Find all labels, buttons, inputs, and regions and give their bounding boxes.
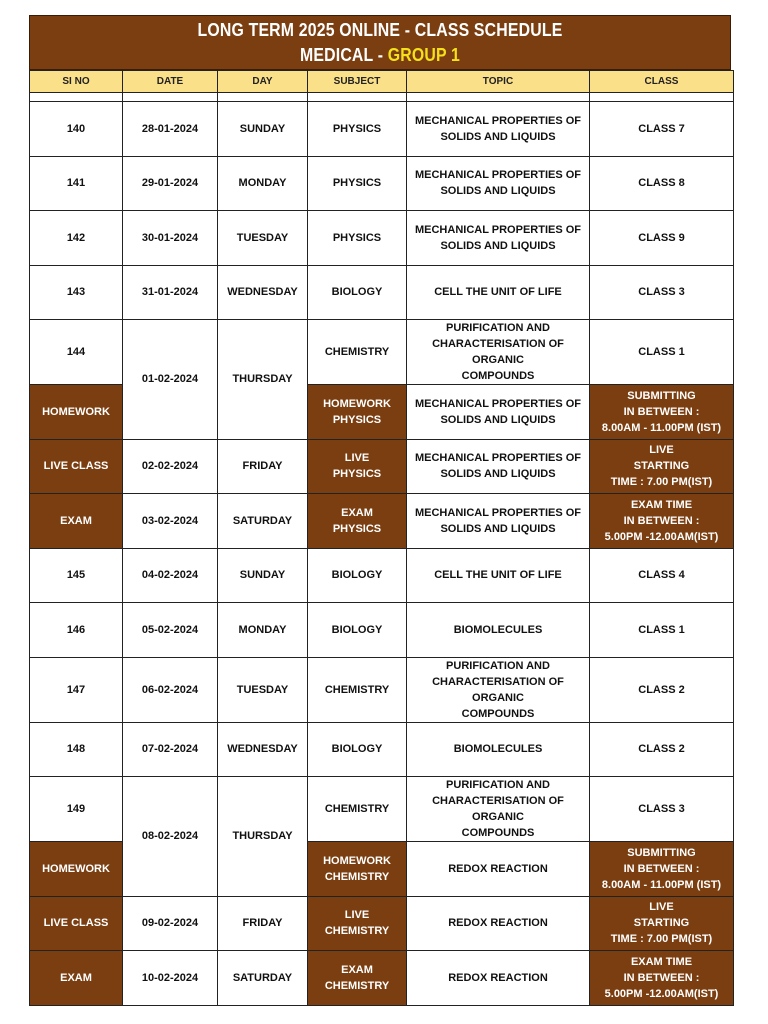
cell-topic-text: MECHANICAL PROPERTIES OF xyxy=(414,397,582,410)
cell-class-text: CLASS 3 xyxy=(638,286,685,299)
cell-subject-text: PHYSICS xyxy=(332,522,382,535)
cell-day-text: THURSDAY xyxy=(232,373,293,386)
cell-subject-text: EXAM xyxy=(341,963,373,976)
cell-class xyxy=(590,320,734,385)
cell-si-no-text: HOMEWORK xyxy=(42,862,110,875)
cell-subject-text: CHEMISTRY xyxy=(324,870,390,883)
cell-class-text: TIME : 7.00 PM(IST) xyxy=(610,476,713,489)
cell-day-text: MONDAY xyxy=(238,177,287,190)
cell-day xyxy=(218,102,308,157)
table-row xyxy=(30,777,734,842)
cell-class xyxy=(590,548,734,603)
cell-si-no xyxy=(30,548,123,603)
col-day: DAY xyxy=(218,71,308,93)
special-row xyxy=(30,439,734,494)
cell-topic xyxy=(407,777,590,842)
cell-si-no-text: 140 xyxy=(66,122,86,135)
cell-topic-text: PURIFICATION AND xyxy=(446,659,550,672)
col-subject: SUBJECT xyxy=(308,71,407,93)
cell-class-text: CLASS 8 xyxy=(638,177,685,190)
cell-day xyxy=(218,265,308,320)
cell-day-text: MONDAY xyxy=(238,623,287,636)
cell-day-text: TUESDAY xyxy=(236,683,289,696)
cell-subject-text: PHYSICS xyxy=(332,177,382,190)
cell-day xyxy=(218,896,308,951)
cell-si-no xyxy=(30,265,123,320)
cell-day-text: SUNDAY xyxy=(239,569,286,582)
cell-si-no xyxy=(30,156,123,211)
schedule-title-block xyxy=(29,15,731,70)
cell-si-no xyxy=(30,896,123,951)
cell-subject xyxy=(308,722,407,777)
cell-date-text: 31-01-2024 xyxy=(141,286,199,299)
cell-date-text: 01-02-2024 xyxy=(141,373,199,386)
cell-class xyxy=(590,265,734,320)
cell-class-text: CLASS 9 xyxy=(638,231,685,244)
cell-class-text: SUBMITTING xyxy=(627,389,696,402)
cell-subject xyxy=(308,265,407,320)
cell-day-text: WEDNESDAY xyxy=(227,743,298,756)
cell-subject-text: EXAM xyxy=(341,506,373,519)
cell-class-text: CLASS 1 xyxy=(638,623,685,636)
cell-si-no-text: 144 xyxy=(66,346,86,358)
table-row xyxy=(30,211,734,266)
cell-subject xyxy=(308,777,407,842)
cell-si-no xyxy=(30,722,123,777)
cell-class xyxy=(590,603,734,658)
cell-day xyxy=(218,439,308,494)
cell-topic-text: COMPOUNDS xyxy=(461,370,535,382)
cell-class-text: IN BETWEEN : xyxy=(623,514,700,527)
cell-topic-text: PURIFICATION AND xyxy=(446,322,550,334)
cell-topic-text: CHARACTERISATION OF ORGANIC xyxy=(432,338,564,366)
cell-topic-text: CHARACTERISATION OF ORGANIC xyxy=(432,675,564,704)
cell-class-text: LIVE xyxy=(649,444,674,457)
cell-day xyxy=(218,156,308,211)
cell-date-text: 03-02-2024 xyxy=(141,514,199,527)
cell-si-no-text: 141 xyxy=(66,177,86,190)
cell-subject-text: LIVE xyxy=(344,452,370,465)
cell-date xyxy=(123,722,218,777)
cell-subject-text: BIOLOGY xyxy=(331,743,383,756)
cell-topic-text: MECHANICAL PROPERTIES OF xyxy=(414,114,582,127)
cell-subject xyxy=(308,842,407,897)
cell-subject xyxy=(308,156,407,211)
cell-class xyxy=(590,722,734,777)
cell-class xyxy=(590,494,734,549)
cell-date-text: 28-01-2024 xyxy=(141,122,199,135)
cell-date-text: 05-02-2024 xyxy=(141,623,199,636)
cell-class-text: CLASS 2 xyxy=(638,683,685,696)
cell-class xyxy=(590,156,734,211)
cell-date-text: 04-02-2024 xyxy=(141,569,199,582)
cell-subject-text: CHEMISTRY xyxy=(324,925,390,938)
cell-day-text: TUESDAY xyxy=(236,231,289,244)
cell-topic xyxy=(407,439,590,494)
cell-subject xyxy=(308,896,407,951)
cell-date xyxy=(123,657,218,722)
cell-date xyxy=(123,777,218,897)
cell-class-text: IN BETWEEN : xyxy=(623,405,700,418)
cell-day xyxy=(218,657,308,722)
cell-topic-text: SOLIDS AND LIQUIDS xyxy=(440,185,556,198)
cell-day-text: SATURDAY xyxy=(232,514,293,527)
cell-class-text: CLASS 7 xyxy=(638,122,685,135)
cell-class-text: 5.00PM -12.00AM(IST) xyxy=(604,987,719,1000)
cell-date-text: 09-02-2024 xyxy=(141,917,199,930)
cell-class-text: EXAM TIME xyxy=(630,955,693,968)
cell-subject-text: LIVE xyxy=(344,909,370,922)
cell-subject xyxy=(308,548,407,603)
cell-date-text: 07-02-2024 xyxy=(141,743,199,756)
table-row xyxy=(30,102,734,157)
cell-si-no-text: 149 xyxy=(66,803,86,815)
cell-topic-text: MECHANICAL PROPERTIES OF xyxy=(414,223,582,236)
table-row xyxy=(30,603,734,658)
cell-si-no-text: 146 xyxy=(66,623,86,636)
cell-day-text: SATURDAY xyxy=(232,971,293,984)
cell-class xyxy=(590,657,734,722)
cell-class xyxy=(590,211,734,266)
cell-si-no-text: HOMEWORK xyxy=(42,405,110,418)
cell-date-text: 30-01-2024 xyxy=(141,231,199,244)
column-header-row xyxy=(30,71,734,93)
cell-si-no xyxy=(30,439,123,494)
cell-si-no xyxy=(30,657,123,722)
cell-date xyxy=(123,548,218,603)
cell-si-no-text: LIVE CLASS xyxy=(43,460,109,473)
cell-si-no xyxy=(30,102,123,157)
cell-subject xyxy=(308,657,407,722)
cell-class-text: 8.00AM - 11.00PM (IST) xyxy=(601,878,722,891)
cell-class xyxy=(590,777,734,842)
cell-topic-text: SOLIDS AND LIQUIDS xyxy=(440,413,556,426)
cell-topic xyxy=(407,951,590,1006)
cell-topic xyxy=(407,896,590,951)
cell-class-text: STARTING xyxy=(633,917,690,930)
cell-si-no-text: 148 xyxy=(66,743,86,756)
cell-topic-text: SOLIDS AND LIQUIDS xyxy=(440,468,556,481)
special-row xyxy=(30,951,734,1006)
cell-subject-text: HOMEWORK xyxy=(323,854,391,867)
cell-class-text: SUBMITTING xyxy=(627,846,696,859)
schedule-subtitle xyxy=(72,43,688,68)
group-label: GROUP 1 xyxy=(387,44,460,65)
cell-topic-text: MECHANICAL PROPERTIES OF xyxy=(414,452,582,465)
cell-date xyxy=(123,211,218,266)
cell-subject xyxy=(308,211,407,266)
cell-subject xyxy=(308,951,407,1006)
cell-si-no-text: 147 xyxy=(66,683,86,696)
cell-topic-text: COMPOUNDS xyxy=(461,707,535,720)
cell-subject xyxy=(308,385,407,440)
cell-topic xyxy=(407,722,590,777)
cell-si-no xyxy=(30,211,123,266)
cell-date xyxy=(123,951,218,1006)
cell-topic xyxy=(407,102,590,157)
cell-topic-text: COMPOUNDS xyxy=(461,827,535,839)
col-class: CLASS xyxy=(590,71,734,93)
cell-topic-text: CELL THE UNIT OF LIFE xyxy=(434,569,562,582)
table-row xyxy=(30,265,734,320)
cell-date xyxy=(123,494,218,549)
cell-day xyxy=(218,777,308,897)
cell-subject-text: BIOLOGY xyxy=(331,623,383,636)
cell-date xyxy=(123,320,218,440)
cell-date-text: 10-02-2024 xyxy=(141,971,199,984)
cell-subject-text: HOMEWORK xyxy=(323,397,391,410)
cell-day xyxy=(218,951,308,1006)
cell-class-text: CLASS 4 xyxy=(638,569,685,582)
cell-topic-text: REDOX REACTION xyxy=(448,971,548,984)
cell-day xyxy=(218,603,308,658)
cell-date-text: 08-02-2024 xyxy=(141,830,199,843)
cell-day-text: THURSDAY xyxy=(232,830,293,843)
cell-date xyxy=(123,603,218,658)
cell-si-no xyxy=(30,842,123,897)
cell-topic-text: CHARACTERISATION OF ORGANIC xyxy=(432,795,564,823)
table-row xyxy=(30,320,734,385)
cell-topic xyxy=(407,385,590,440)
cell-topic-text: SOLIDS AND LIQUIDS xyxy=(440,522,556,535)
cell-topic xyxy=(407,320,590,385)
schedule-table xyxy=(29,70,734,1006)
cell-class-text: IN BETWEEN : xyxy=(623,971,700,984)
cell-class-text: STARTING xyxy=(633,460,690,473)
cell-day-text: FRIDAY xyxy=(242,917,283,930)
cell-day xyxy=(218,320,308,440)
cell-topic xyxy=(407,842,590,897)
table-row xyxy=(30,722,734,777)
schedule-title: LONG TERM 2025 ONLINE - CLASS SCHEDULE xyxy=(197,19,563,40)
col-si-no: SI NO xyxy=(30,71,123,93)
cell-si-no xyxy=(30,320,123,385)
cell-date-text: 06-02-2024 xyxy=(141,683,199,696)
cell-class-text: LIVE xyxy=(649,901,674,914)
cell-class-text: CLASS 3 xyxy=(638,803,685,815)
cell-class-text: TIME : 7.00 PM(IST) xyxy=(610,933,713,946)
cell-topic xyxy=(407,156,590,211)
cell-si-no xyxy=(30,494,123,549)
cell-class xyxy=(590,439,734,494)
col-date: DATE xyxy=(123,71,218,93)
table-row xyxy=(30,156,734,211)
cell-topic-text: BIOMOLECULES xyxy=(453,743,543,756)
cell-day-text: FRIDAY xyxy=(242,460,283,473)
cell-day xyxy=(218,211,308,266)
cell-si-no xyxy=(30,777,123,842)
spacer-row xyxy=(30,93,734,102)
cell-si-no-text: EXAM xyxy=(60,971,92,984)
cell-class-text: 8.00AM - 11.00PM (IST) xyxy=(601,421,722,434)
cell-subject-text: CHEMISTRY xyxy=(324,803,390,815)
subtitle-prefix: MEDICAL - xyxy=(300,44,388,65)
cell-topic-text: MECHANICAL PROPERTIES OF xyxy=(414,506,582,519)
cell-topic-text: SOLIDS AND LIQUIDS xyxy=(440,239,556,252)
cell-subject-text: BIOLOGY xyxy=(331,569,383,582)
cell-date xyxy=(123,439,218,494)
cell-day-text: WEDNESDAY xyxy=(227,286,298,299)
cell-class xyxy=(590,385,734,440)
cell-topic-text: PURIFICATION AND xyxy=(446,779,550,791)
cell-date xyxy=(123,265,218,320)
cell-topic-text: BIOMOLECULES xyxy=(453,623,543,636)
cell-date xyxy=(123,896,218,951)
cell-class xyxy=(590,951,734,1006)
cell-topic-text: MECHANICAL PROPERTIES OF xyxy=(414,169,582,182)
cell-subject-text: PHYSICS xyxy=(332,231,382,244)
cell-si-no xyxy=(30,385,123,440)
cell-subject-text: BIOLOGY xyxy=(331,286,383,299)
table-row xyxy=(30,548,734,603)
cell-day-text: SUNDAY xyxy=(239,122,286,135)
cell-subject xyxy=(308,320,407,385)
cell-subject-text: PHYSICS xyxy=(332,413,382,426)
cell-topic xyxy=(407,548,590,603)
cell-si-no-text: 142 xyxy=(66,231,86,244)
cell-topic-text: REDOX REACTION xyxy=(448,917,548,930)
cell-class-text: CLASS 1 xyxy=(638,346,685,358)
cell-topic-text: REDOX REACTION xyxy=(448,862,548,875)
cell-topic xyxy=(407,603,590,658)
cell-subject-text: PHYSICS xyxy=(332,468,382,481)
cell-si-no-text: 145 xyxy=(66,569,86,582)
special-row xyxy=(30,896,734,951)
cell-class-text: IN BETWEEN : xyxy=(623,862,700,875)
cell-day xyxy=(218,494,308,549)
special-row xyxy=(30,494,734,549)
cell-topic xyxy=(407,494,590,549)
cell-subject xyxy=(308,439,407,494)
cell-day xyxy=(218,548,308,603)
cell-class xyxy=(590,842,734,897)
cell-subject-text: CHEMISTRY xyxy=(324,979,390,992)
cell-subject xyxy=(308,102,407,157)
cell-class-text: 5.00PM -12.00AM(IST) xyxy=(604,530,719,543)
cell-subject-text: CHEMISTRY xyxy=(324,683,390,696)
cell-date-text: 02-02-2024 xyxy=(141,460,199,473)
cell-si-no xyxy=(30,603,123,658)
cell-subject-text: CHEMISTRY xyxy=(324,346,390,358)
cell-topic xyxy=(407,265,590,320)
cell-si-no-text: EXAM xyxy=(60,514,92,527)
cell-subject xyxy=(308,603,407,658)
cell-date xyxy=(123,102,218,157)
cell-topic-text: SOLIDS AND LIQUIDS xyxy=(440,130,556,143)
cell-si-no-text: LIVE CLASS xyxy=(43,917,109,930)
col-topic: TOPIC xyxy=(407,71,590,93)
cell-topic xyxy=(407,211,590,266)
schedule-body xyxy=(30,93,734,1006)
cell-day xyxy=(218,722,308,777)
cell-class-text: EXAM TIME xyxy=(630,498,693,511)
cell-si-no xyxy=(30,951,123,1006)
cell-subject xyxy=(308,494,407,549)
cell-date-text: 29-01-2024 xyxy=(141,177,199,190)
cell-si-no-text: 143 xyxy=(66,286,86,299)
cell-class xyxy=(590,102,734,157)
cell-subject-text: PHYSICS xyxy=(332,122,382,135)
cell-topic xyxy=(407,657,590,722)
cell-topic-text: CELL THE UNIT OF LIFE xyxy=(434,286,562,299)
cell-date xyxy=(123,156,218,211)
table-row xyxy=(30,657,734,722)
cell-class xyxy=(590,896,734,951)
cell-class-text: CLASS 2 xyxy=(638,743,685,756)
